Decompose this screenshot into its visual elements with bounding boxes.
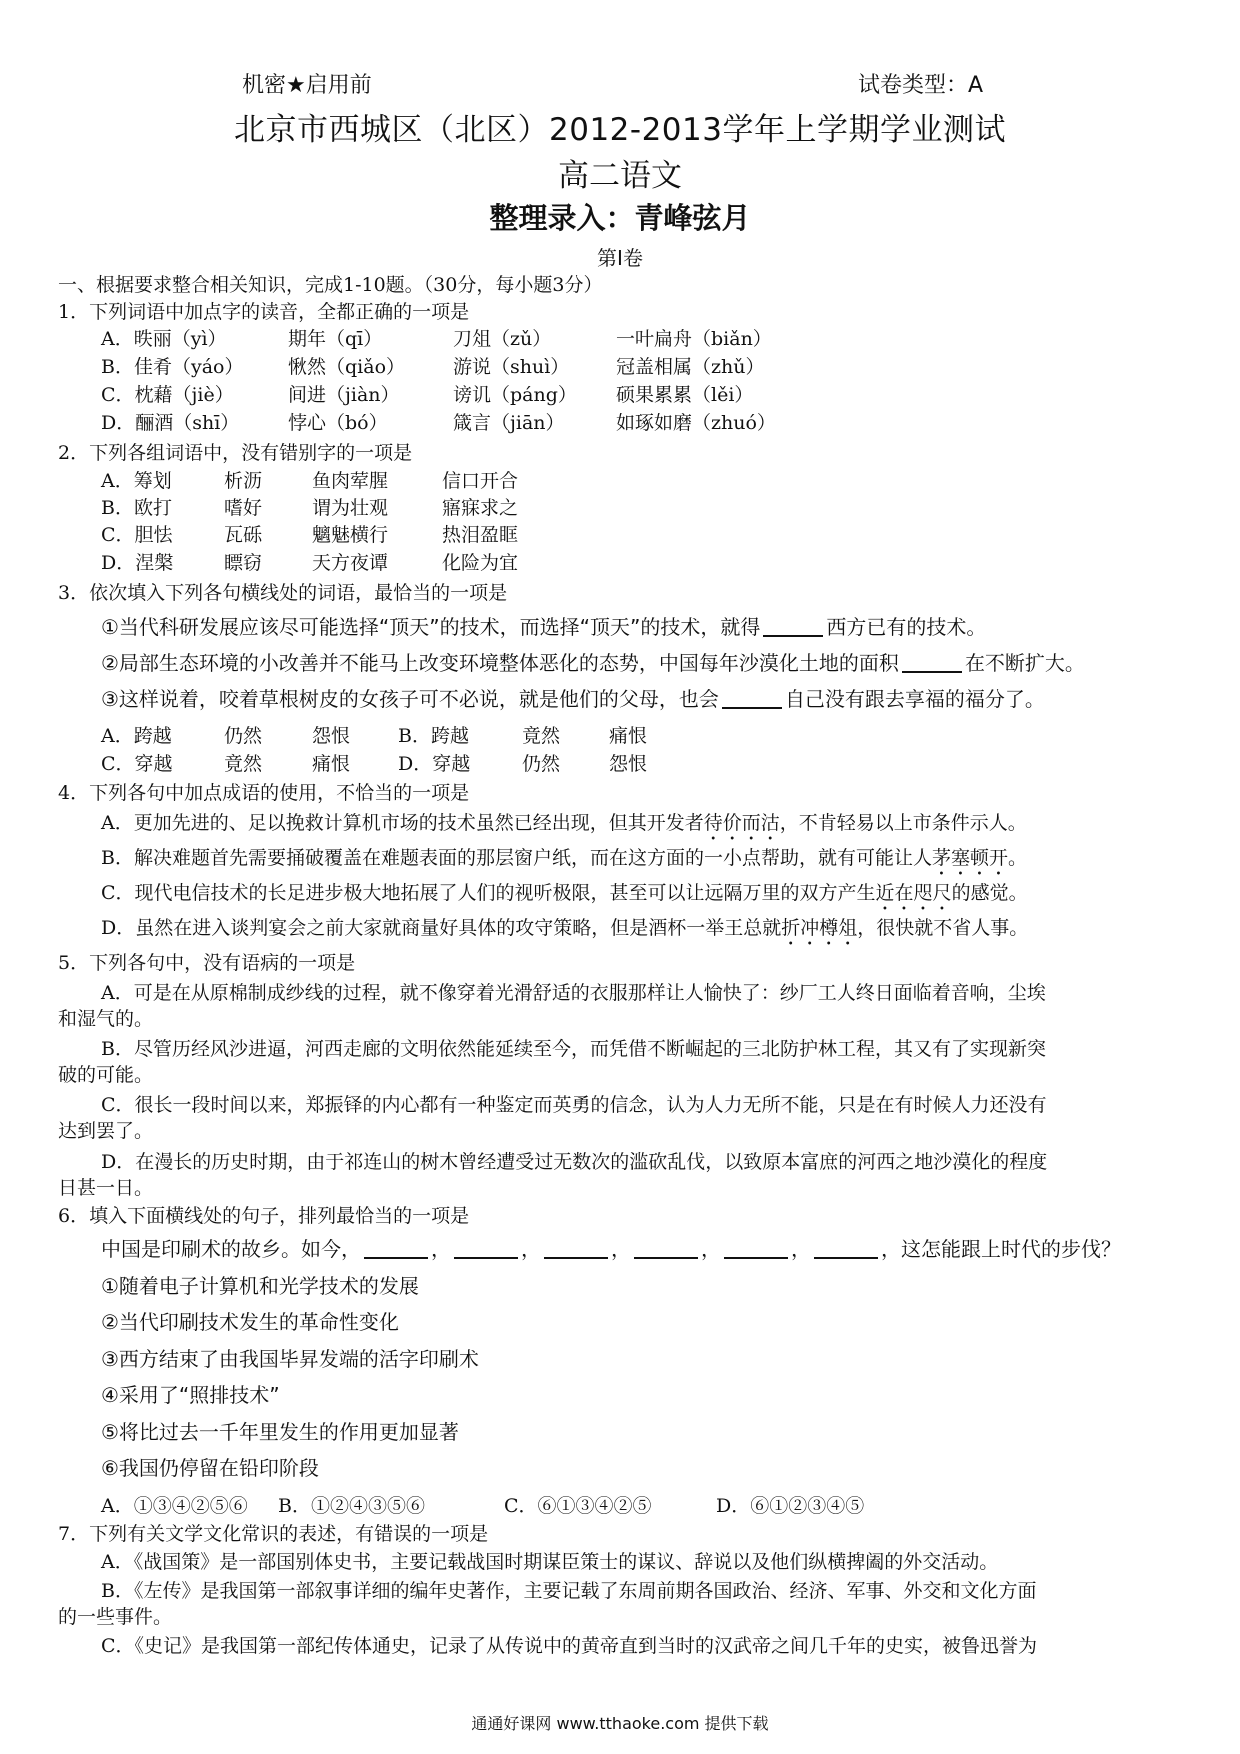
q3-option-b-2: 竟然 xyxy=(522,725,561,747)
q7-option-c-line1: C．《史记》是我国第一部纪传体通史，记录了从传说中的黄帝直到当时的汉武帝之间几千年的史实，被鲁迅誉为 xyxy=(101,1635,1038,1657)
q6-option-b: B．①②④③⑤⑥ xyxy=(278,1495,425,1517)
q2-option-a-4: 信口开合 xyxy=(442,470,519,492)
q7-option-b-line1: B．《左传》是我国第一部叙事详细的编年史著作，主要记载了东周前期各国政治、经济、军事、外交和文化方面 xyxy=(101,1580,1037,1602)
q6-blank-6 xyxy=(814,1239,878,1259)
q6-comma: ， xyxy=(701,1237,721,1261)
q3-sentence-1 xyxy=(101,614,986,640)
q3-option-c-2: 竟然 xyxy=(224,753,263,775)
q2-option-a-2: 析沥 xyxy=(224,470,263,492)
q4-option-b-start: B．解决难题首先需要捅破覆盖在难题表面的那层窗户纸，而在这方面的一小点帮助，就有可能让人 xyxy=(101,847,932,869)
q6-stem: 6．填入下面横线处的句子，排列最恰当的一项是 xyxy=(58,1205,470,1227)
q6-passage-lead: 中国是印刷术的故乡。如今， xyxy=(101,1237,361,1261)
q5-option-b-line1: B．尽管历经风沙进逼，河西走廊的文明依然能延续至今，而凭借不断崛起的三北防护林工程，其又有了实现新突 xyxy=(101,1038,1046,1060)
q3-blank-1 xyxy=(763,617,823,637)
subject-title: 高二语文 xyxy=(558,158,682,194)
q1-option-d-1: D．酾酒（shī） xyxy=(101,412,240,434)
q2-option-d-1: D．涅槃 xyxy=(101,552,174,574)
q5-stem: 5．下列各句中，没有语病的一项是 xyxy=(58,952,356,974)
q3-option-c-3: 痛恨 xyxy=(312,753,351,775)
q4-option-d-end: ，很快就不省人事。 xyxy=(857,917,1029,939)
q1-option-b-1: B．佳肴（yáo） xyxy=(101,356,244,378)
q3-option-a-3: 怨恨 xyxy=(312,725,351,747)
q3-sentence-3-end: 自己没有跟去享福的福分了。 xyxy=(784,687,1045,711)
q5-option-c-line2: 达到罢了。 xyxy=(58,1120,154,1142)
q6-blank-5 xyxy=(724,1239,788,1259)
q7-option-b-line2: 的一些事件。 xyxy=(58,1606,173,1628)
q3-option-d-3: 怨恨 xyxy=(609,753,648,775)
q1-option-b-4: 冠盖相属（zhǔ） xyxy=(616,356,765,378)
q4-option-a xyxy=(101,810,1027,845)
q5-option-d-line1: D．在漫长的历史时期，由于祁连山的树木曾经遭受过无数次的滥砍乱伐，以致原本富庶的河西之地沙漠化的程度 xyxy=(101,1151,1048,1173)
q1-option-d-2: 悖心（bó） xyxy=(288,412,388,434)
q4-option-c-start: C．现代电信技术的长足进步极大地拓展了人们的视听极限，甚至可以让远隔万里的双方产生 xyxy=(101,882,876,904)
q3-sentence-1-end: 西方已有的技术。 xyxy=(826,615,987,639)
exam-title: 北京市西城区（北区）2012-2013学年上学期学业测试 xyxy=(234,112,1006,148)
q4-option-b xyxy=(101,845,1027,880)
q3-option-d-1: D．穿越 xyxy=(398,753,471,775)
q3-sentence-1-start: ①当代科研发展应该尽可能选择“顶天”的技术，而选择“顶天”的技术，就得 xyxy=(101,615,761,639)
q3-blank-2 xyxy=(902,653,962,673)
q2-option-d-3: 天方夜谭 xyxy=(312,552,389,574)
q1-option-c-1: C．枕藉（jiè） xyxy=(101,384,234,406)
q4-option-a-idiom: 待价而沽 xyxy=(703,812,780,834)
q1-option-c-3: 谤讥（páng） xyxy=(453,384,577,406)
q2-option-b-4: 寤寐求之 xyxy=(442,497,519,519)
q6-comma: ， xyxy=(431,1237,451,1261)
q5-option-a-line1: A．可是在从原棉制成纱线的过程，就不像穿着光滑舒适的衣服那样让人愉快了：纱厂工人终日面临着音响，尘埃 xyxy=(101,982,1046,1004)
q4-stem: 4．下列各句中加点成语的使用，不恰当的一项是 xyxy=(58,782,470,804)
q1-option-a-4: 一叶扁舟（biǎn） xyxy=(616,328,772,350)
q2-option-c-2: 瓦砾 xyxy=(224,524,263,546)
q6-item-2: ②当代印刷技术发生的革命性变化 xyxy=(101,1310,399,1334)
q6-passage-tail: ，这怎能跟上时代的步伐？ xyxy=(881,1237,1121,1261)
q1-option-a-2: 期年（qī） xyxy=(288,328,383,350)
q1-option-b-2: 愀然（qiǎo） xyxy=(288,356,406,378)
q3-sentence-3-start: ③这样说着，咬着草根树皮的女孩子可不必说，就是他们的父母，也会 xyxy=(101,687,719,711)
q4-option-d xyxy=(101,915,1028,950)
q6-item-5: ⑤将比过去一千年里发生的作用更加显著 xyxy=(101,1420,459,1444)
q3-blank-3 xyxy=(722,689,782,709)
q2-option-b-1: B．欧打 xyxy=(101,497,172,519)
q2-option-c-1: C．胆怯 xyxy=(101,524,173,546)
q6-option-a: A．①③④②⑤⑥ xyxy=(101,1495,248,1517)
q6-comma: ， xyxy=(791,1237,811,1261)
q6-blank-3 xyxy=(544,1239,608,1259)
q1-stem: 1．下列词语中加点字的读音，全都正确的一项是 xyxy=(58,301,470,323)
q3-sentence-2 xyxy=(101,650,1085,676)
q3-option-c-1: C．穿越 xyxy=(101,753,173,775)
q1-option-c-2: 间进（jiàn） xyxy=(288,384,400,406)
q5-option-a-line2: 和湿气的。 xyxy=(58,1008,154,1030)
q5-option-b-line2: 破的可能。 xyxy=(58,1064,154,1086)
q6-comma: ， xyxy=(611,1237,631,1261)
q1-option-d-4: 如琢如磨（zhuó） xyxy=(616,412,776,434)
q2-option-a-1: A．筹划 xyxy=(101,470,172,492)
q5-option-d-line2: 日甚一日。 xyxy=(58,1177,154,1199)
q4-option-b-end: 。 xyxy=(1007,847,1027,869)
q2-option-a-3: 鱼肉荤腥 xyxy=(312,470,389,492)
page-footer: 通通好课网 www.tthaoke.com 提供下载 xyxy=(471,1714,769,1733)
q4-option-c xyxy=(101,880,1028,915)
q4-option-c-end: 的感觉。 xyxy=(951,882,1028,904)
q6-comma: ， xyxy=(521,1237,541,1261)
q3-sentence-2-end: 在不断扩大。 xyxy=(964,651,1085,675)
section-heading: 一、根据要求整合相关知识，完成1-10题。（30分，每小题3分） xyxy=(58,274,603,296)
q7-option-a: A．《战国策》是一部国别体史书，主要记载战国时期谋臣策士的谋议、辞说以及他们纵横捭阖的外交活动。 xyxy=(101,1551,999,1573)
q6-blank-4 xyxy=(634,1239,698,1259)
q4-option-d-start: D．虽然在进入谈判宴会之前大家就商量好具体的攻守策略，但是酒杯一举王总就 xyxy=(101,917,782,939)
q3-stem: 3．依次填入下列各句横线处的词语，最恰当的一项是 xyxy=(58,582,508,604)
q2-stem: 2．下列各组词语中，没有错别字的一项是 xyxy=(58,442,413,464)
q2-option-c-4: 热泪盈眶 xyxy=(442,524,519,546)
q6-blank-1 xyxy=(364,1239,428,1259)
q6-blank-2 xyxy=(454,1239,518,1259)
q3-sentence-3 xyxy=(101,686,1045,712)
q4-option-a-end: ，不肯轻易以上市条件示人。 xyxy=(779,812,1027,834)
q6-item-4: ④采用了“照排技术” xyxy=(101,1383,280,1407)
confidential-label: 机密★启用前 xyxy=(242,73,372,98)
q1-option-a-3: 刀俎（zǔ） xyxy=(453,328,552,350)
q4-option-a-start: A．更加先进的、足以挽救计算机市场的技术虽然已经出现，但其开发者 xyxy=(101,812,704,834)
q3-option-d-2: 仍然 xyxy=(522,753,561,775)
q3-option-a-2: 仍然 xyxy=(224,725,263,747)
q4-option-d-idiom: 折冲樽俎 xyxy=(781,917,858,939)
q6-item-1: ①随着电子计算机和光学技术的发展 xyxy=(101,1274,419,1298)
q3-option-b-1: B．跨越 xyxy=(398,725,469,747)
q5-option-c-line1: C．很长一段时间以来，郑振铎的内心都有一种鉴定而英勇的信念，认为人力无所不能，只是在有时候人力还没有 xyxy=(101,1094,1047,1116)
q1-option-c-4: 硕果累累（lěi） xyxy=(616,384,754,406)
q3-sentence-2-start: ②局部生态环境的小改善并不能马上改变环境整体恶化的态势，中国每年沙漠化土地的面积 xyxy=(101,651,899,675)
compiler-title: 整理录入：青峰弦月 xyxy=(489,201,751,235)
q2-option-b-3: 谓为壮观 xyxy=(312,497,389,519)
q1-option-d-3: 箴言（jiān） xyxy=(453,412,565,434)
q6-passage xyxy=(101,1236,1121,1262)
q3-option-a-1: A．跨越 xyxy=(101,725,172,747)
q6-option-c: C．⑥①③④②⑤ xyxy=(504,1495,652,1517)
q3-option-b-3: 痛恨 xyxy=(609,725,648,747)
q2-option-c-3: 魑魅横行 xyxy=(312,524,389,546)
q6-item-3: ③西方结束了由我国毕昇发端的活字印刷术 xyxy=(101,1347,479,1371)
q2-option-d-4: 化险为宜 xyxy=(442,552,519,574)
q6-item-6: ⑥我国仍停留在铅印阶段 xyxy=(101,1456,319,1480)
q2-option-d-2: 瞟窃 xyxy=(224,552,263,574)
q1-option-b-3: 游说（shuì） xyxy=(453,356,570,378)
q7-stem: 7．下列有关文学文化常识的表述，有错误的一项是 xyxy=(58,1523,489,1545)
q4-option-b-idiom: 茅塞顿开 xyxy=(931,847,1008,869)
q6-option-d: D．⑥①②③④⑤ xyxy=(716,1495,865,1517)
q1-option-a-1: A．昳丽（yì） xyxy=(101,328,227,350)
paper-type-label: 试卷类型：A xyxy=(858,73,984,98)
volume-label: 第Ⅰ卷 xyxy=(597,246,643,270)
q2-option-b-2: 嗜好 xyxy=(224,497,263,519)
q4-option-c-idiom: 近在咫尺 xyxy=(875,882,952,904)
